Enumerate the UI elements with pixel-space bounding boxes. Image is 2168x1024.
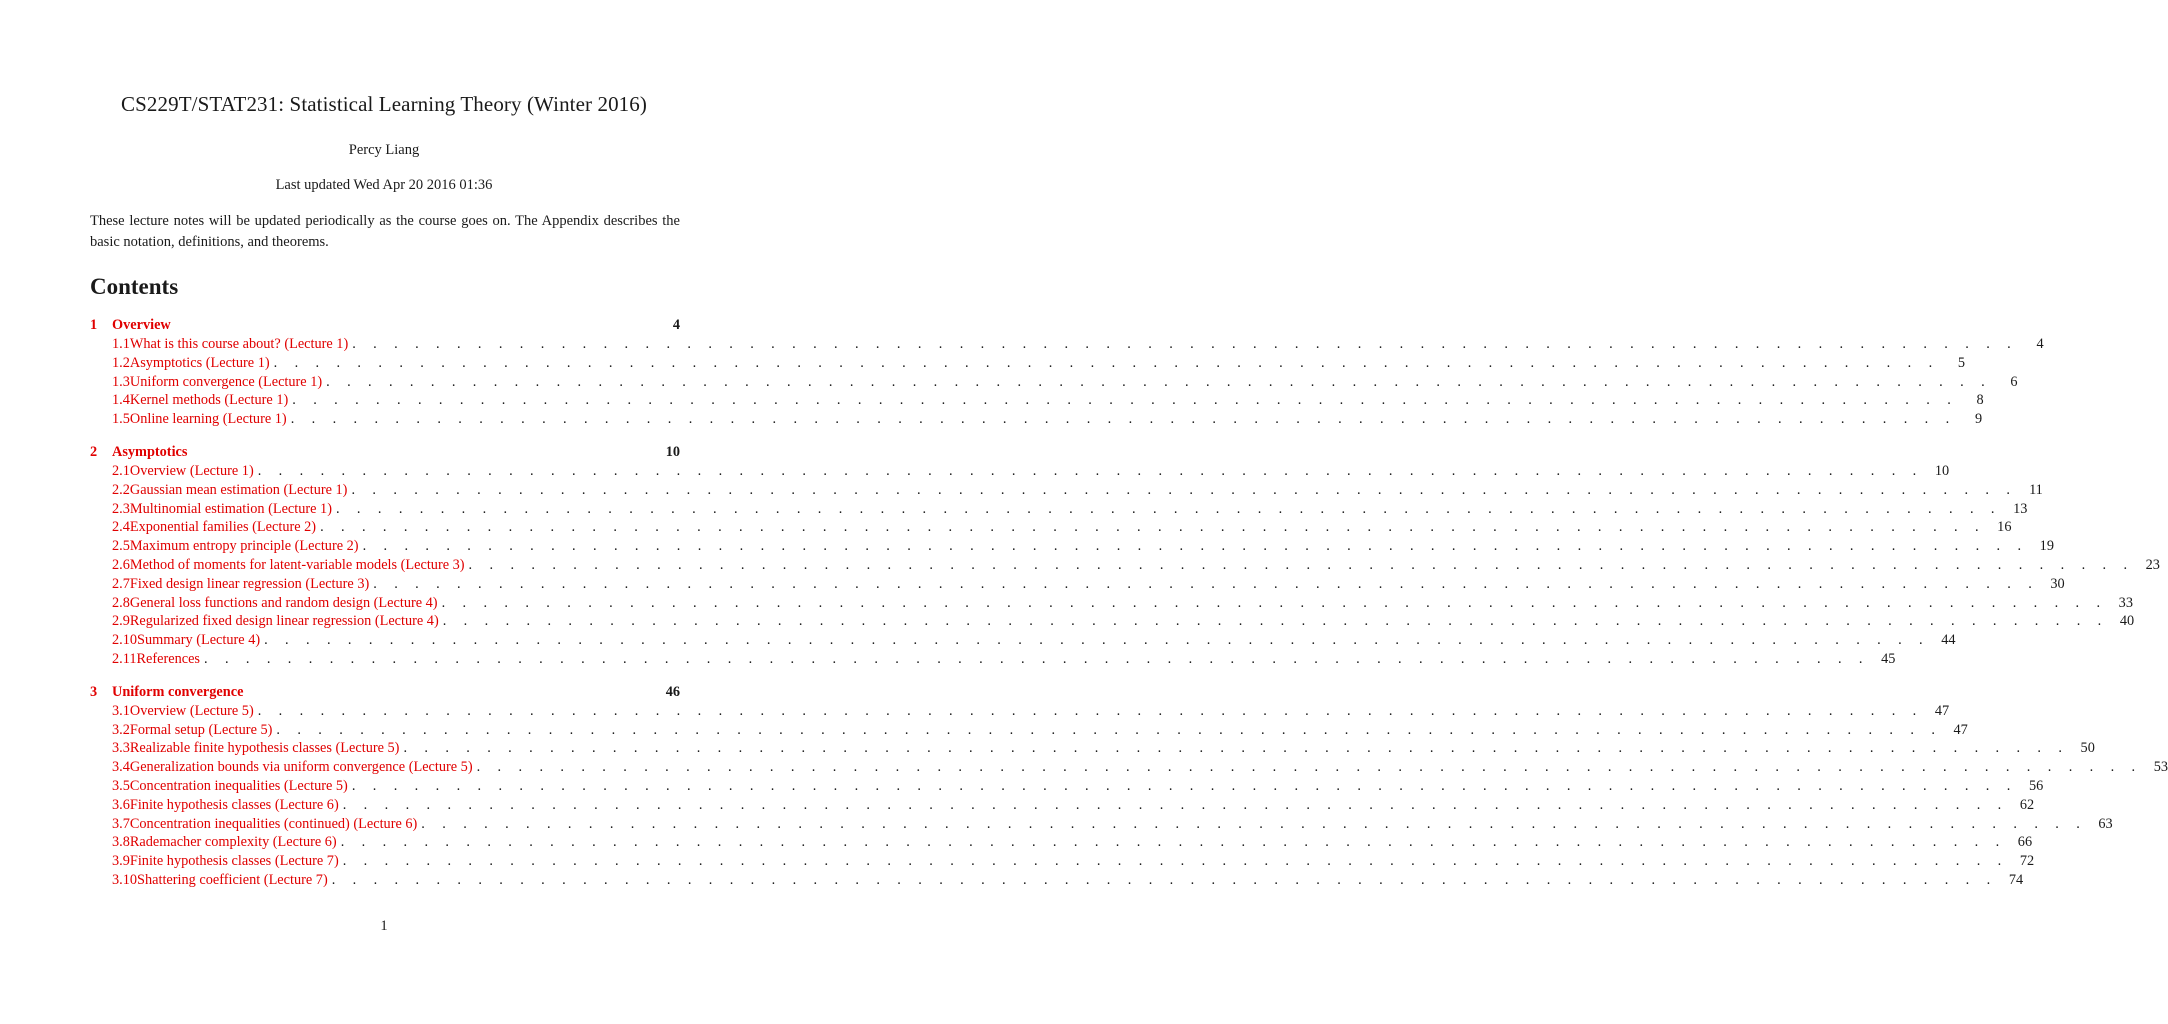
- toc-section-link[interactable]: [90, 683, 680, 702]
- page-number: 1: [380, 918, 388, 934]
- toc-section-number: 2: [90, 443, 98, 460]
- toc-entry-number: 3.3: [112, 740, 130, 757]
- toc-entry-link[interactable]: [90, 871, 2024, 890]
- toc-entry-page: 30: [2050, 575, 2065, 592]
- toc-entry-page: 53: [2153, 759, 2168, 776]
- toc-entry-link[interactable]: [90, 335, 2044, 354]
- toc-dot-leader: . . . . . . . . . . . . . . . . . . . . . . . . . . . . . . . . . . . . . . . . . . . . . . . . . . . . . . . . . . . . . . . . . . . . . . . . . . . . . . . .: [264, 632, 1930, 649]
- toc-entry-title: Regularized fixed design linear regression (Lecture 4): [129, 613, 439, 630]
- toc-entry-number: 2.10: [112, 632, 138, 649]
- toc-entry-link[interactable]: [90, 594, 2133, 613]
- toc-entry-title: Exponential families (Lecture 2): [129, 519, 317, 536]
- toc-entry-title: Concentration inequalities (Lecture 5): [129, 777, 348, 794]
- toc-dot-leader: . . . . . . . . . . . . . . . . . . . . . . . . . . . . . . . . . . . . . . . . . . . . . . . . . . . . . . . . . . . . . . . . . . . . . . . . . . . . . . . .: [342, 853, 2009, 870]
- toc-entry-page: 47: [1953, 721, 1968, 738]
- toc-entry-number: 1.3: [112, 373, 130, 390]
- toc-entry-title: Online learning (Lecture 1): [129, 411, 287, 428]
- toc-entry-number: 2.8: [112, 594, 130, 611]
- toc-dot-leader: . . . . . . . . . . . . . . . . . . . . . . . . . . . . . . . . . . . . . . . . . . . . . . . . . . . . . . . . . . . . . . . . . . . . . . . . . . . . . . . .: [351, 481, 2017, 498]
- toc-dot-leader: . . . . . . . . . . . . . . . . . . . . . . . . . . . . . . . . . . . . . . . . . . . . . . . . . . . . . . . . . . . . . . . . . . . . . . . . . . . . . . . .: [273, 354, 1940, 371]
- toc-entry-title: General loss functions and random design (Lecture 4): [129, 594, 438, 611]
- toc-entry-title: Gaussian mean estimation (Lecture 1): [129, 481, 348, 498]
- toc-entry-title: Rademacher complexity (Lecture 6): [129, 834, 337, 851]
- toc-entry-link[interactable]: [90, 575, 2065, 594]
- toc-entry-number: 3.1: [112, 702, 130, 719]
- toc-entry-page: 6: [2010, 373, 2018, 390]
- toc-dot-leader: . . . . . . . . . . . . . . . . . . . . . . . . . . . . . . . . . . . . . . . . . . . . . . . . . . . . . . . . . . . . . . . . . . . . . . . . . . . . . . . .: [290, 411, 1957, 428]
- toc-dot-leader: . . . . . . . . . . . . . . . . . . . . . . . . . . . . . . . . . . . . . . . . . . . . . . . . . . . . . . . . . . . . . . . . . . . . . . . . . . . . . . . .: [351, 777, 2018, 794]
- toc-dot-leader: . . . . . . . . . . . . . . . . . . . . . . . . . . . . . . . . . . . . . . . . . . . . . . . . . . . . . . . . . . . . . . . . . . . . . . . . . . . . . . . .: [362, 538, 2028, 555]
- toc-entry-link[interactable]: [90, 391, 1984, 410]
- toc-entry-number: 3.6: [112, 796, 130, 813]
- toc-dot-leader: . . . . . . . . . . . . . . . . . . . . . . . . . . . . . . . . . . . . . . . . . . . . . . . . . . . . . . . . . . . . . . . . . . . . . . . . . . . . . . . .: [468, 556, 2134, 573]
- toc-entry-page: 13: [2013, 500, 2028, 517]
- toc-entry-title: Maximum entropy principle (Lecture 2): [129, 538, 359, 555]
- toc-dot-leader: . . . . . . . . . . . . . . . . . . . . . . . . . . . . . . . . . . . . . . . . . . . . . . . . . . . . . . . . . . . . . . . . . . . . . . . . . . . . . . . .: [331, 871, 1998, 888]
- toc-entry-link[interactable]: [90, 833, 2033, 852]
- toc-entry-link[interactable]: [90, 815, 2113, 834]
- toc-entry-page: 19: [2039, 538, 2054, 555]
- document-page: [90, 0, 2168, 1024]
- toc-section-page: 46: [665, 683, 680, 700]
- toc-entry-page: 62: [2019, 796, 2035, 813]
- toc-entry-number: 2.9: [112, 613, 130, 630]
- toc-entry-link[interactable]: [90, 462, 1950, 481]
- toc-entry-number: 2.5: [112, 538, 130, 555]
- toc-entry-link[interactable]: [90, 702, 1950, 721]
- toc-entry-number: 3.10: [112, 871, 138, 888]
- toc-section: [90, 443, 2160, 669]
- toc-entry-page: 66: [2017, 834, 2033, 851]
- toc-dot-leader: . . . . . . . . . . . . . . . . . . . . . . . . . . . . . . . . . . . . . . . . . . . . . . . . . . . . . . . . . . . . . . . . . . . . . . . . . . . . . . . .: [373, 575, 2039, 592]
- toc-entry-link[interactable]: [90, 556, 2160, 575]
- toc-section: [90, 683, 2168, 890]
- toc-entry-title: Overview (Lecture 1): [129, 462, 254, 479]
- toc-entry-page: 72: [2019, 853, 2035, 870]
- toc-dot-leader: . . . . . . . . . . . . . . . . . . . . . . . . . . . . . . . . . . . . . . . . . . . . . . . . . . . . . . . . . . . . . . . . . . . . . . . . . . . . . . . .: [340, 834, 2007, 851]
- toc-entry-title: Method of moments for latent-variable models (Lecture 3): [129, 556, 465, 573]
- toc-entry-page: 63: [2098, 815, 2113, 832]
- toc-entry-number: 2.1: [112, 462, 130, 479]
- toc-entry-page: 47: [1934, 702, 1950, 719]
- toc-entry-title: Overview (Lecture 5): [129, 702, 254, 719]
- toc-entry-title: Concentration inequalities (continued) (Lecture 6): [129, 815, 418, 832]
- toc-dot-leader: . . . . . . . . . . . . . . . . . . . . . . . . . . . . . . . . . . . . . . . . . . . . . . . . . . . . . . . . . . . . . . . . . . . . . . . . . . . . . . . .: [276, 721, 1942, 738]
- toc-entry-page: 10: [1934, 462, 1950, 479]
- toc-entry-number: 1.2: [112, 354, 130, 371]
- toc-entry-link[interactable]: [90, 373, 2018, 392]
- toc-dot-leader: . . . . . . . . . . . . . . . . . . . . . . . . . . . . . . . . . . . . . . . . . . . . . . . . . . . . . . . . . . . . . . . . . . . . . . . . . . . . . . . .: [403, 740, 2069, 757]
- toc-entry-title: Summary (Lecture 4): [137, 632, 261, 649]
- toc-section-page: 10: [665, 443, 680, 460]
- toc-entry-link[interactable]: [90, 518, 2012, 537]
- toc-section-title: Asymptotics: [112, 443, 188, 460]
- toc-entry-page: 4: [2036, 336, 2044, 352]
- document-title: CS229T/STAT231: Statistical Learning Theory (Winter 2016): [121, 92, 647, 116]
- toc-entry-page: 16: [1997, 519, 2012, 536]
- toc-entry-page: 11: [2029, 481, 2043, 498]
- toc-section-title: Overview: [112, 317, 171, 333]
- toc-entry-number: 2.4: [112, 519, 130, 536]
- toc-entry-number: 1.5: [112, 411, 130, 428]
- toc-entry-link[interactable]: [90, 481, 2043, 500]
- toc-entry-number: 2.11: [112, 650, 137, 667]
- toc-entry-link[interactable]: [90, 758, 2168, 777]
- toc-entry-title: Realizable finite hypothesis classes (Lecture 5): [129, 740, 400, 757]
- toc-entry-number: 1.1: [112, 336, 130, 352]
- toc-section-number: 3: [90, 683, 98, 700]
- toc-entry-number: 3.9: [112, 853, 130, 870]
- toc-section-title: Uniform convergence: [112, 683, 244, 700]
- toc-entry-number: 2.2: [112, 481, 130, 498]
- toc-entry-page: 23: [2145, 556, 2160, 573]
- toc-dot-leader: . . . . . . . . . . . . . . . . . . . . . . . . . . . . . . . . . . . . . . . . . . . . . . . . . . . . . . . . . . . . . . . . . . . . . . . . . . . . . . . .: [476, 759, 2143, 776]
- toc-section-number: 1: [90, 317, 98, 333]
- toc-entry-link[interactable]: [90, 739, 2095, 758]
- toc-entry-title: References: [136, 650, 200, 667]
- toc-entry-link[interactable]: [90, 537, 2054, 556]
- toc-entry-link[interactable]: [90, 777, 2044, 796]
- toc-dot-leader: . . . . . . . . . . . . . . . . . . . . . . . . . . . . . . . . . . . . . . . . . . . . . . . . . . . . . . . . . . . . . . . . . . . . . . . . . . . . . . . .: [335, 500, 2002, 517]
- toc-section: [90, 316, 2044, 429]
- toc-entry-number: 3.2: [112, 721, 130, 738]
- toc-entry-title: Kernel methods (Lecture 1): [129, 392, 289, 409]
- toc-dot-leader: . . . . . . . . . . . . . . . . . . . . . . . . . . . . . . . . . . . . . . . . . . . . . . . . . . . . . . . . . . . . . . . . . . . . . . . . . . . . . . . .: [204, 650, 1870, 667]
- toc-entry-link[interactable]: [90, 410, 1983, 429]
- toc-section-page: 4: [672, 317, 680, 333]
- toc-entry-page: 40: [2119, 613, 2135, 630]
- toc-section-link[interactable]: [90, 443, 680, 462]
- toc-entry-title: Generalization bounds via uniform convergence (Lecture 5): [129, 759, 473, 776]
- toc-dot-leader: . . . . . . . . . . . . . . . . . . . . . . . . . . . . . . . . . . . . . . . . . . . . . . . . . . . . . . . . . . . . . . . . . . . . . . . . . . . . . . . .: [257, 702, 1924, 719]
- toc-entry-number: 2.6: [112, 556, 130, 573]
- toc-entry-number: 3.7: [112, 815, 130, 832]
- toc-entry-link[interactable]: [90, 612, 2135, 631]
- toc-dot-leader: . . . . . . . . . . . . . . . . . . . . . . . . . . . . . . . . . . . . . . . . . . . . . . . . . . . . . . . . . . . . . . . . . . . . . . . . . . . . . . . .: [257, 462, 1924, 479]
- toc-entry-page: 45: [1881, 650, 1896, 667]
- toc-entry-page: 44: [1941, 632, 1956, 649]
- toc-entry-number: 2.7: [112, 575, 130, 592]
- toc-entry-link[interactable]: [90, 796, 2035, 815]
- toc-entry-link[interactable]: [90, 852, 2035, 871]
- toc-dot-leader: . . . . . . . . . . . . . . . . . . . . . . . . . . . . . . . . . . . . . . . . . . . . . . . . . . . . . . . . . . . . . . . . . . . . . . . . . . . . . . . .: [442, 613, 2109, 630]
- toc-entry-title: Fixed design linear regression (Lecture 3): [129, 575, 370, 592]
- toc-entry-title: Shattering coefficient (Lecture 7): [137, 871, 328, 888]
- toc-entry-page: 8: [1976, 392, 1984, 409]
- toc-entry-page: 5: [1957, 354, 1966, 371]
- contents-heading: Contents: [90, 274, 179, 299]
- toc-entry-page: 33: [2118, 594, 2133, 611]
- toc-entry-page: 56: [2028, 777, 2044, 794]
- toc-entry-title: Multinomial estimation (Lecture 1): [129, 500, 332, 517]
- toc-entry-number: 1.4: [112, 392, 130, 409]
- toc-entry-page: 74: [2008, 871, 2024, 888]
- toc-section-link[interactable]: [90, 316, 680, 335]
- toc-entry-title: Formal setup (Lecture 5): [129, 721, 273, 738]
- toc-dot-leader: . . . . . . . . . . . . . . . . . . . . . . . . . . . . . . . . . . . . . . . . . . . . . . . . . . . . . . . . . . . . . . . . . . . . . . . . . . . . . . . .: [292, 392, 1958, 409]
- last-updated: Last updated Wed Apr 20 2016 01:36: [275, 177, 493, 193]
- toc-entry-title: What is this course about? (Lecture 1): [129, 336, 349, 352]
- toc-entry-title: Uniform convergence (Lecture 1): [129, 373, 323, 390]
- toc-entry-link[interactable]: [90, 500, 2028, 519]
- toc-entry-page: 50: [2080, 740, 2095, 757]
- toc-entry-number: 3.5: [112, 777, 130, 794]
- toc-dot-leader: . . . . . . . . . . . . . . . . . . . . . . . . . . . . . . . . . . . . . . . . . . . . . . . . . . . . . . . . . . . . . . . . . . . . . . . . . . . . . . . .: [320, 519, 1986, 536]
- toc-dot-leader: . . . . . . . . . . . . . . . . . . . . . . . . . . . . . . . . . . . . . . . . . . . . . . . . . . . . . . . . . . . . . . . . . . . . . . . . . . . . . . . .: [441, 594, 2107, 611]
- table-of-contents: [90, 316, 2168, 904]
- toc-entry-link[interactable]: [90, 354, 1966, 373]
- toc-entry-link[interactable]: [90, 650, 1896, 669]
- toc-entry-title: Finite hypothesis classes (Lecture 6): [129, 796, 339, 813]
- toc-entry-number: 3.4: [112, 759, 130, 776]
- toc-entry-title: Finite hypothesis classes (Lecture 7): [129, 853, 339, 870]
- toc-dot-leader: . . . . . . . . . . . . . . . . . . . . . . . . . . . . . . . . . . . . . . . . . . . . . . . . . . . . . . . . . . . . . . . . . . . . . . . . . . . . . . . .: [326, 373, 1992, 390]
- toc-entry-title: Asymptotics (Lecture 1): [129, 354, 270, 371]
- toc-entry-number: 2.3: [112, 500, 130, 517]
- toc-dot-leader: . . . . . . . . . . . . . . . . . . . . . . . . . . . . . . . . . . . . . . . . . . . . . . . . . . . . . . . . . . . . . . . . . . . . . . . . . . . . . . . .: [342, 796, 2009, 813]
- toc-entry-page: 9: [1974, 411, 1983, 428]
- toc-dot-leader: . . . . . . . . . . . . . . . . . . . . . . . . . . . . . . . . . . . . . . . . . . . . . . . . . . . . . . . . . . . . . . . . . . . . . . . . . . . . . . . .: [352, 336, 2018, 352]
- author-name: Percy Liang: [348, 142, 420, 158]
- toc-dot-leader: . . . . . . . . . . . . . . . . . . . . . . . . . . . . . . . . . . . . . . . . . . . . . . . . . . . . . . . . . . . . . . . . . . . . . . . . . . . . . . . .: [421, 815, 2087, 832]
- toc-entry-number: 3.8: [112, 834, 130, 851]
- toc-entry-link[interactable]: [90, 631, 1956, 650]
- intro-paragraph: These lecture notes will be updated periodically as the course goes on. The Appendix describes the basic notation, definitions, and theorems.: [90, 213, 680, 250]
- toc-entry-link[interactable]: [90, 721, 1968, 740]
